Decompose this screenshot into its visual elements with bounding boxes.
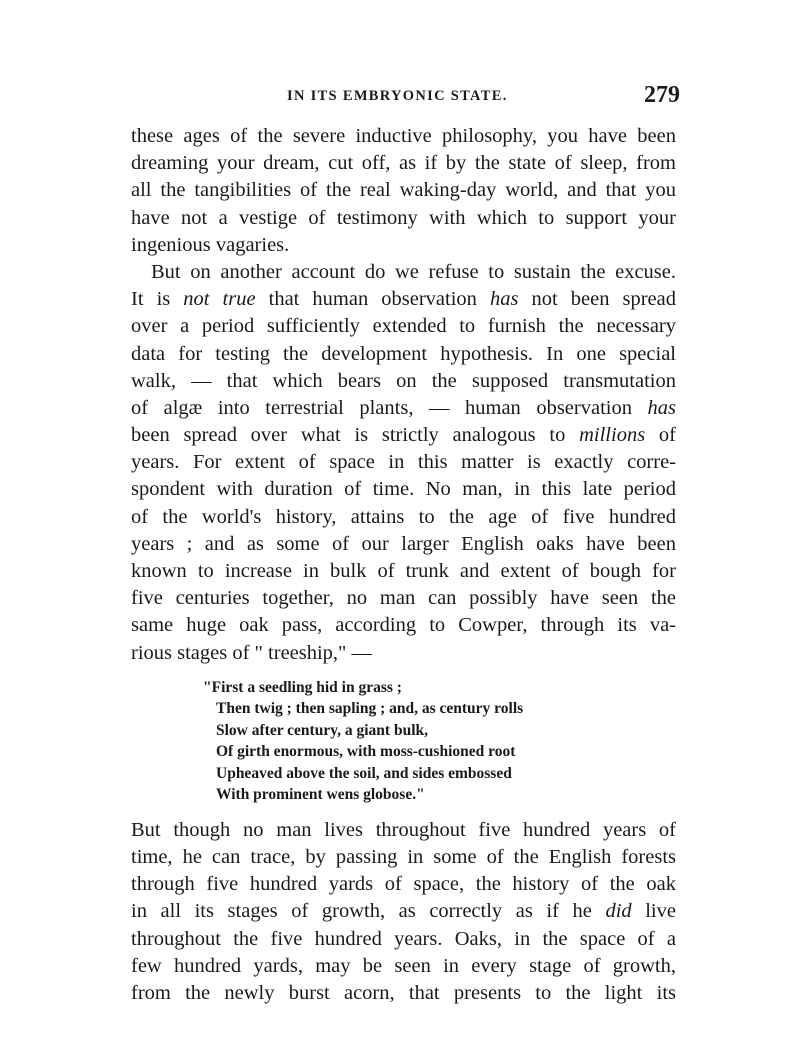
poem-line: Slow after century, a giant bulk, [216,721,428,739]
text-line: have not a vestige of testimony with which to support your [131,206,676,229]
text-line: in all its stages of growth, as correctly as if he did live [131,900,676,923]
paragraph [131,259,676,667]
text-line: same huge oak pass, according to Cowper, through its va- [131,614,676,637]
poem-line: "First a seedling hid in grass ; [203,678,402,696]
poem-line: Then twig ; then sapling ; and, as century rolls [216,700,524,718]
text-line: dreaming your dream, cut off, as if by the state of sleep, from [131,152,676,175]
running-head [130,82,680,116]
text-line: rious stages of " treeship," — [131,641,373,664]
poem-line: With prominent wens globose." [216,786,425,804]
text-line: of the world's history, attains to the age of five hundred [131,505,676,528]
text-line: from the newly burst acorn, that presents to the light its [131,981,676,1004]
page-number: 279 [644,82,680,108]
body-text [131,123,676,1007]
text-line: five centuries together, no man can possibly have seen the [131,587,676,610]
text-line: spondent with duration of time. No man, in this late period [131,478,676,501]
text-line: of algæ into terrestrial plants, — human observation has [131,396,676,419]
text-line: But on another account do we refuse to sustain the excuse. [151,260,676,283]
text-line: ingenious vagaries. [131,233,290,256]
text-line: over a period sufficiently extended to furnish the necessary [131,315,676,338]
text-line: walk, — that which bears on the supposed transmutation [131,369,676,392]
text-line: time, he can trace, by passing in some of the English forests [131,845,676,868]
text-line: all the tangibilities of the real waking-day world, and that you [131,179,676,202]
text-line: been spread over what is strictly analogous to millions of [131,424,677,447]
text-line: few hundred yards, may be seen in every stage of growth, [131,954,676,977]
text-line: through five hundred yards of space, the history of the oak [131,873,676,896]
running-title: IN ITS EMBRYONIC STATE. [287,88,508,104]
text-line: these ages of the severe inductive philosophy, you have been [131,125,676,147]
text-line: data for testing the development hypothesis. In one special [131,342,676,365]
text-line: throughout the five hundred years. Oaks, in the space of a [131,927,676,950]
text-line: But though no man lives throughout five hundred years of [131,818,676,841]
poem-line: Of girth enormous, with moss-cushioned root [216,743,516,761]
poem-quotation [131,677,676,806]
poem-line: Upheaved above the soil, and sides embossed [216,764,512,782]
text-line: years. For extent of space in this matter is exactly corre- [131,451,676,474]
text-line: It is not true that human observation has not been spread [131,288,676,311]
paragraph-continued [131,123,676,259]
text-line: years ; and as some of our larger English oaks have been [131,532,676,555]
text-line: known to increase in bulk of trunk and extent of bough for [131,560,676,582]
paragraph-after-poem [131,817,676,1007]
